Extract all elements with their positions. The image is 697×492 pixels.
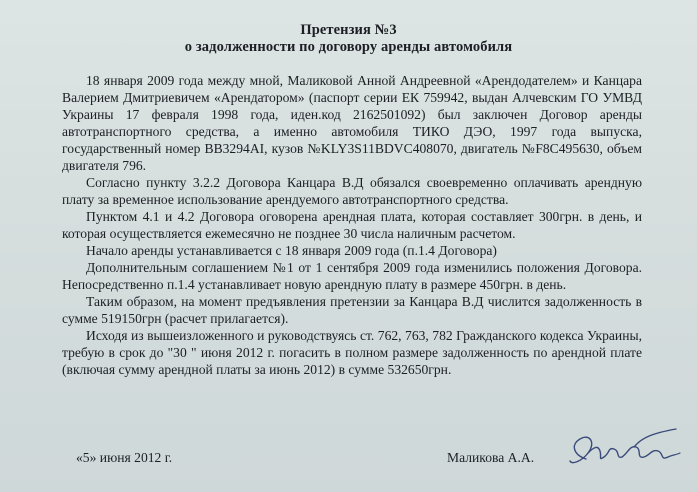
paragraph-rent-amount: Пунктом 4.1 и 4.2 Договора оговорена арендная плата, которая составляет 300грн. в день, и которая осуществляется ежемесячно не позднее 30 числа наличным расчетом. bbox=[62, 209, 642, 241]
paragraph-additional-agreement: Дополнительным соглашением №1 от 1 сентября 2009 года изменились положения Договора. Непосредственно п.1.4 устанавливает новую арендную плату в размере 450грн. в день. bbox=[62, 260, 642, 292]
document-date: «5» июня 2012 г. bbox=[76, 450, 173, 465]
signer-name: Маликова А.А. bbox=[447, 450, 535, 465]
paragraph-payment-obligation: Согласно пункту 3.2.2 Договора Канцара В.Д обязался своевременно оплачивать арендную плату за временное использование арендуемого автотранспортного средства. bbox=[62, 175, 642, 207]
document-body bbox=[62, 72, 642, 378]
document-title: Претензия №3 bbox=[300, 22, 397, 38]
paragraph-demand: Исходя из вышеизложенного и руководствуясь ст. 762, 763, 782 Гражданского кодекса Украины, требую в срок до "30 " июня 2012 г. погасить в полном размере задолженность по арендной плате (включая сумму арендной платы за июнь 2012) в сумме 532650грн. bbox=[62, 328, 642, 377]
paragraph-rent-start: Начало аренды устанавливается с 18 января 2009 года (п.1.4 Договора) bbox=[86, 243, 497, 258]
paragraph-debt: Таким образом, на момент предъявления претензии за Канцара В.Д числится задолженность в сумме 519150грн (расчет прилагается). bbox=[62, 294, 642, 326]
paragraph-contract: 18 января 2009 года между мной, Маликовой Анной Андреевной «Арендодателем» и Канцара Валерием Дмитриевичем «Арендатором» (паспорт серии ЕК 759942, выдан Алчевским ГО УМВД Украины 17 февраля 1998 года, иден.код 2162501092) был заключен Договор аренды автотранспортного средства, а именно автомобиля ТИКО ДЭО, 1997 года выпуска, государственный номер ВВ3294AI, кузов №KLY3S11BDVC408070, двигатель №F8C495630, объем двигателя 796. bbox=[62, 73, 642, 173]
document-subtitle: о задолженности по договору аренды автомобиля bbox=[184, 39, 513, 55]
handwritten-signature bbox=[564, 425, 682, 477]
